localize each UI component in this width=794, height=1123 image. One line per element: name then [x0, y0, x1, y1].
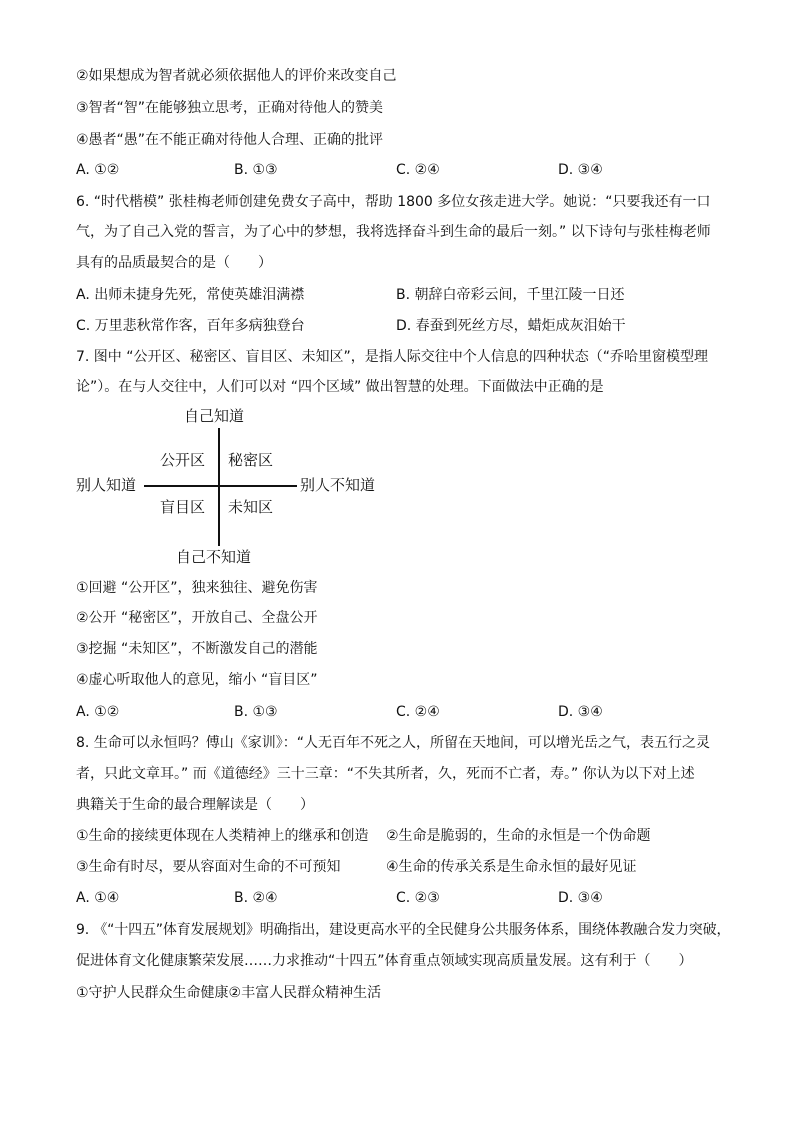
q6-option-a: A. 出师未捷身先死，常使英雄泪满襟 [76, 287, 305, 303]
q7-option-d: D. ③④ [558, 704, 603, 720]
q8-item-3: ③生命有时尽，要从容面对生命的不可预知 [76, 859, 341, 875]
diagram-horizontal-axis [144, 485, 297, 487]
diagram-quadrant-blind: 盲目区 [160, 498, 206, 516]
q7-stem-line-1: 7. 图中 “公开区、秘密区、盲目区、未知区”，是指人际交往中个人信息的四种状态（“乔哈里窗模型理 [76, 349, 709, 365]
q5-option-a: A. ①② [76, 162, 120, 178]
q8-stem-line-3: 典籍关于生命的最合理解读是（ ） [76, 797, 314, 813]
q8-stem-line-2: 者，只此文章耳。” 而《道德经》三十三章：“不失其所者，久，死而不亡者，寿。” 你认为以下对上述 [76, 766, 695, 782]
q6-stem-line-1: 6. “时代楷模” 张桂梅老师创建免费女子高中，帮助 1800 多位女孩走进大学。她说：“只要我还有一口 [76, 194, 711, 210]
q5-item-2: ②如果想成为智者就必须依据他人的评价来改变自己 [76, 68, 397, 84]
q7-item-3: ③挖掘 “未知区”，不断激发自己的潜能 [76, 641, 318, 657]
q8-item-1: ①生命的接续更体现在人类精神上的继承和创造 [76, 828, 369, 844]
diagram-vertical-axis [218, 428, 220, 546]
q5-item-4: ④愚者“愚”在不能正确对待他人合理、正确的批评 [76, 132, 384, 148]
q6-option-b: B. 朝辞白帝彩云间，千里江陵一日还 [396, 287, 625, 303]
q7-item-2: ②公开 “秘密区”，开放自己、全盘公开 [76, 610, 318, 626]
q7-item-1: ①回避 “公开区”，独来独往、避免伤害 [76, 580, 318, 596]
diagram-quadrant-open: 公开区 [160, 451, 206, 469]
diagram-label-right: 别人不知道 [300, 476, 376, 494]
q6-option-c: C. 万里悲秋常作客，百年多病独登台 [76, 318, 305, 334]
diagram-quadrant-secret: 秘密区 [228, 451, 274, 469]
diagram-label-bottom: 自己不知道 [176, 548, 252, 566]
q7-stem-line-2: 论”）。在与人交往中，人们可以对 “四个区域” 做出智慧的处理。下面做法中正确的是 [76, 379, 604, 395]
q5-option-d: D. ③④ [558, 162, 603, 178]
q6-stem-line-2: 气，为了自己入党的誓言，为了心中的梦想，我将选择奋斗到生命的最后一刻。” 以下诗句与张桂梅老师 [76, 224, 711, 240]
diagram-label-top: 自己知道 [184, 407, 245, 425]
q5-option-c: C. ②④ [396, 162, 440, 178]
q9-stem-line-2: 促进体育文化健康繁荣发展……力求推动“十四五”体育重点领域实现高质量发展。这有利于（ ） [76, 953, 693, 969]
q9-stem-line-1: 9. 《“十四五”体育发展规划》明确指出，建设更高水平的全民健身公共服务体系，围绕体教融合发力突破， [76, 922, 731, 938]
q9-items-line: ①守护人民群众生命健康②丰富人民群众精神生活 [76, 985, 382, 1001]
diagram-label-left: 别人知道 [76, 476, 137, 494]
q8-item-2: ②生命是脆弱的，生命的永恒是一个伪命题 [386, 828, 651, 844]
q7-option-a: A. ①② [76, 704, 120, 720]
q7-option-c: C. ②④ [396, 704, 440, 720]
q5-option-b: B. ①③ [234, 162, 278, 178]
q6-stem-line-3: 具有的品质最契合的是（ ） [76, 255, 272, 271]
q8-option-a: A. ①④ [76, 890, 120, 906]
q8-option-d: D. ③④ [558, 890, 603, 906]
diagram-quadrant-unknown: 未知区 [228, 498, 274, 516]
q5-item-3: ③智者“智”在能够独立思考，正确对待他人的赞美 [76, 100, 384, 116]
q8-option-b: B. ②④ [234, 890, 278, 906]
q7-option-b: B. ①③ [234, 704, 278, 720]
q8-stem-line-1: 8. 生命可以永恒吗？傅山《家训》：“人无百年不死之人，所留在天地间，可以增光岳之气，表五行之灵 [76, 735, 711, 751]
q8-item-4: ④生命的传承关系是生命永恒的最好见证 [386, 859, 637, 875]
q7-item-4: ④虚心听取他人的意见，缩小 “盲目区” [76, 672, 318, 688]
q8-option-c: C. ②③ [396, 890, 440, 906]
q6-option-d: D. 春蚕到死丝方尽，蜡炬成灰泪始干 [396, 318, 626, 334]
